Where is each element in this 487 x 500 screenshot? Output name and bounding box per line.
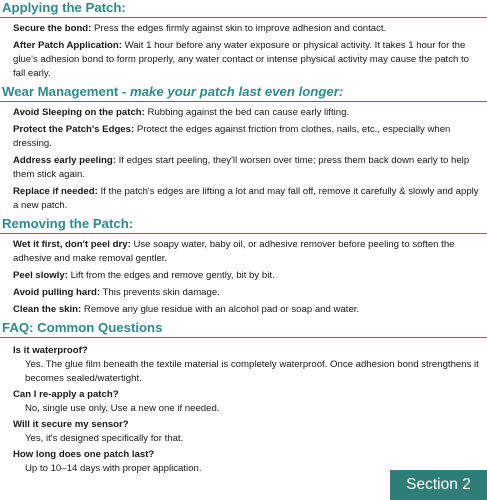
removing-section [0, 216, 487, 317]
faq-heading: FAQ: Common Questions [2, 320, 163, 335]
removing-item: Clean the skin: Remove any glue residue with an alcohol pad or soap and water. [13, 304, 360, 315]
removing-item: Avoid pulling hard: This prevents skin damage. [13, 287, 220, 298]
faq-question: Is it waterproof? [13, 345, 88, 356]
faq-answer: No, single use only. Use a new one if needed. [25, 403, 220, 414]
applying-item: After Patch Application: Wait 1 hour before any water exposure or physical activity. It takes 1 hour for the glue's adhesion bond to form properly, any water contact or intense physical activity may cause the patch to fall early. [13, 40, 470, 79]
faq-answer: Up to 10–14 days with proper application. [25, 463, 202, 474]
faq-question: How long does one patch last? [13, 449, 155, 460]
section-badge: Section 2 [390, 470, 487, 500]
faq-answer: Yes, it's designed specifically for that. [25, 433, 184, 444]
faq-question: Can I re-apply a patch? [13, 389, 119, 400]
removing-item: Peel slowly: Lift from the edges and remove gently, bit by bit. [13, 270, 275, 281]
wear-item: Replace if needed: If the patch's edges are lifting a lot and may fall off, remove it carefully & slowly and apply a new patch. [13, 186, 479, 211]
removing-heading: Removing the Patch: [2, 216, 134, 231]
wear-section [0, 84, 487, 213]
wear-heading: Wear Management - make your patch last even longer: [2, 84, 344, 99]
faq-question: Will it secure my sensor? [13, 419, 129, 430]
wear-item: Avoid Sleeping on the patch: Rubbing against the bed can cause early lifting. [13, 107, 350, 118]
wear-item: Address early peeling: If edges start peeling, they'll worsen over time; press them back down early to help them stick again. [13, 155, 470, 180]
faq-answer: Yes. The glue film beneath the textile material is completely waterproof. Once adhesion bond strengthens it becomes sealed/watertight. [25, 359, 479, 384]
wear-item: Protect the Patch's Edges: Protect the edges against friction from clothes, nails, etc., especially when dressing. [13, 124, 451, 149]
applying-section [0, 0, 487, 81]
applying-item: Secure the bond: Press the edges firmly against skin to improve adhesion and contact. [13, 23, 387, 34]
applying-heading: Applying the Patch: [2, 0, 126, 15]
faq-section [0, 320, 487, 476]
removing-item: Wet it first, don't peel dry: Use soapy water, baby oil, or adhesive remover before peeling to soften the adhesive and make removal gentler. [13, 239, 455, 264]
